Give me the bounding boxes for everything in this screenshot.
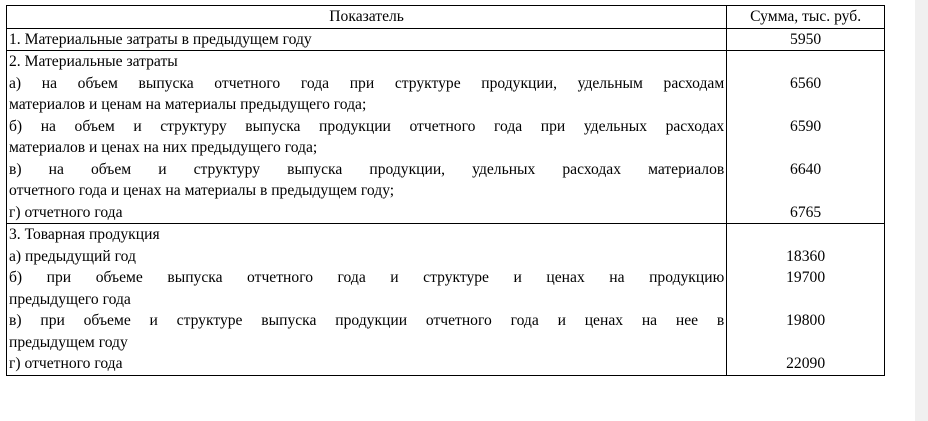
header-indicator: Показатель — [7, 6, 727, 29]
table-row — [7, 51, 885, 224]
row-2b-line1: б) на объем и структуру выпуска продукции отчетного года при удельных расходах — [9, 117, 725, 135]
row-2b-line2: материалов и ценах на них предыдущего года; — [9, 139, 318, 156]
table-row — [7, 28, 885, 51]
row-3b-value: 19700 — [786, 269, 826, 286]
table-header-row — [7, 6, 885, 29]
row-3v-line1: в) при объеме и структуре выпуска продукции отчетного года и ценах на нее в — [9, 312, 725, 329]
row-3a-line1: а) предыдущий год — [9, 247, 136, 265]
row-2a-value: 6560 — [790, 74, 822, 92]
row-2-label: 2. Материальные затраты — [9, 53, 178, 70]
indicators-table — [6, 5, 885, 376]
row-2b-value: 6590 — [790, 117, 822, 135]
row-3b-line1: б) при объеме выпуска отчетного года и структуре и ценах на продукцию — [9, 269, 725, 286]
row-2g-value: 6765 — [790, 203, 822, 221]
row-1-value: 5950 — [727, 28, 885, 51]
row-2v-value: 6640 — [790, 160, 822, 178]
row-3g-value: 22090 — [786, 355, 826, 372]
row-2g-line1: г) отчетного года — [9, 203, 123, 221]
row-3b-line2: предыдущего года — [9, 290, 131, 308]
row-1-label: 1. Материальные затраты в предыдущем году — [7, 28, 727, 51]
header-amount: Сумма, тыс. руб. — [727, 6, 885, 29]
row-2-values — [727, 51, 885, 224]
row-2a-line2: материалов и ценам на материалы предыдущего года; — [9, 96, 367, 113]
row-2v-line2: отчетного года и ценах на материалы в предыдущем году; — [9, 182, 395, 199]
scrollbar-gutter — [915, 0, 928, 421]
row-2v-line1: в) на объем и структуру выпуска продукции, удельных расходах материалов — [9, 160, 725, 178]
row-2-cell — [7, 51, 727, 224]
row-3-cell — [7, 224, 727, 376]
table-row — [7, 224, 885, 376]
row-3v-line2: предыдущем году — [9, 333, 128, 351]
row-2a-line1: а) на объем выпуска отчетного года при структуре продукции, удельным расходам — [9, 74, 725, 92]
row-3g-line1: г) отчетного года — [9, 355, 123, 372]
row-3a-value: 18360 — [786, 247, 826, 265]
row-3-values — [727, 224, 885, 376]
row-3-label: 3. Товарная продукция — [9, 226, 160, 243]
row-3v-value: 19800 — [786, 312, 826, 329]
